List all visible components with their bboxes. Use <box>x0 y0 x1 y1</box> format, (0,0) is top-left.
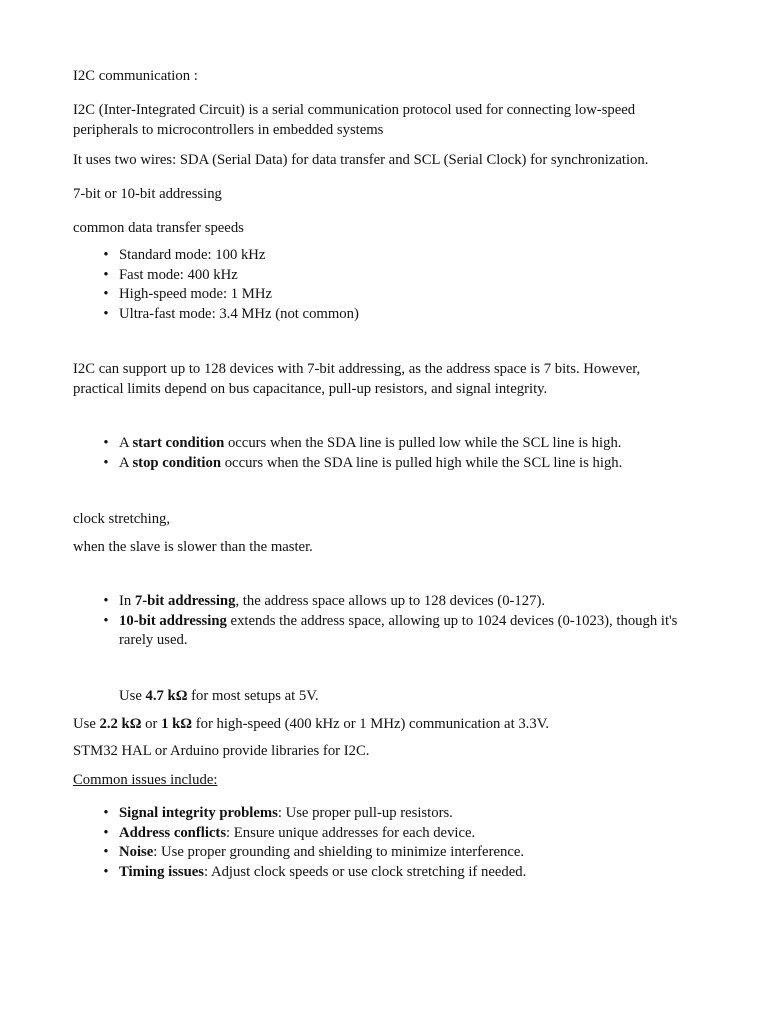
list-item: • Standard mode: 100 kHz <box>73 246 693 266</box>
bullet-icon: • <box>103 844 109 860</box>
seven-bit-term: 7-bit addressing <box>134 593 236 609</box>
bullet-icon: • <box>103 612 109 629</box>
ten-bit-term: 10-bit addressing <box>119 612 227 629</box>
wires-paragraph: It uses two wires: SDA (Serial Data) for data transfer and SCL (Serial Clock) for synchronization. <box>73 152 649 168</box>
list-item: • Address conflicts: Ensure unique addresses for each device. <box>73 824 693 844</box>
list-item: • Signal integrity problems: Use proper pull-up resistors. <box>73 804 693 824</box>
bullet-icon: • <box>103 286 109 302</box>
bullet-icon: • <box>103 454 109 471</box>
issues-heading: Common issues include: <box>73 772 218 788</box>
addressing-paragraph: 7-bit or 10-bit addressing <box>73 186 222 202</box>
list-item: • A stop condition occurs when the SDA line is pulled high while the SCL line is high. <box>73 454 693 474</box>
list-item: • In 7-bit addressing, the address space allows up to 128 devices (0-127). <box>73 592 693 612</box>
bullet-icon: • <box>103 435 109 451</box>
speeds-heading: common data transfer speeds <box>73 220 244 236</box>
slave-slower-paragraph: when the slave is slower than the master. <box>73 539 313 555</box>
list-item: • A start condition occurs when the SDA line is pulled low while the SCL line is high. <box>73 434 693 454</box>
pullup-5v-paragraph: Use 4.7 kΩ for most setups at 5V. <box>119 688 319 704</box>
list-item: • 10-bit addressing extends the address space, allowing up to 1024 devices (0-1023), though it's rarely used. <box>73 612 693 651</box>
bullet-icon: • <box>103 593 109 609</box>
list-item: • Noise: Use proper grounding and shielding to minimize interference. <box>73 843 693 863</box>
bullet-icon: • <box>103 863 109 880</box>
stop-condition-term: stop condition <box>132 454 222 471</box>
bullet-icon: • <box>103 247 109 263</box>
bullet-icon: • <box>103 266 109 283</box>
conditions-list <box>73 434 693 473</box>
list-item: • Timing issues: Adjust clock speeds or use clock stretching if needed. <box>73 863 693 883</box>
bullet-icon: • <box>103 824 109 841</box>
document-title: I2C communication : <box>73 68 198 84</box>
addressing-list <box>73 592 693 651</box>
list-item: • High-speed mode: 1 MHz <box>73 285 693 305</box>
issues-list <box>73 804 693 882</box>
devices-paragraph: I2C can support up to 128 devices with 7-bit addressing, as the address space is 7 bits. However, practical limits depend on bus capacitance, pull-up resistors, and signal integrity. <box>73 361 641 397</box>
start-condition-term: start condition <box>132 435 225 451</box>
pullup-33v-paragraph: Use 2.2 kΩ or 1 kΩ for high-speed (400 kHz or 1 MHz) communication at 3.3V. <box>73 716 550 732</box>
intro-paragraph: I2C (Inter-Integrated Circuit) is a serial communication protocol used for connecting low-speed peripherals to microcontrollers in embedded systems <box>73 102 636 138</box>
speeds-list <box>73 246 693 324</box>
clock-stretching-paragraph: clock stretching, <box>73 511 171 527</box>
libraries-paragraph: STM32 HAL or Arduino provide libraries for I2C. <box>73 743 370 759</box>
list-item: • Ultra-fast mode: 3.4 MHz (not common) <box>73 305 693 325</box>
list-item: • Fast mode: 400 kHz <box>73 266 693 286</box>
bullet-icon: • <box>103 305 109 322</box>
bullet-icon: • <box>103 805 109 821</box>
